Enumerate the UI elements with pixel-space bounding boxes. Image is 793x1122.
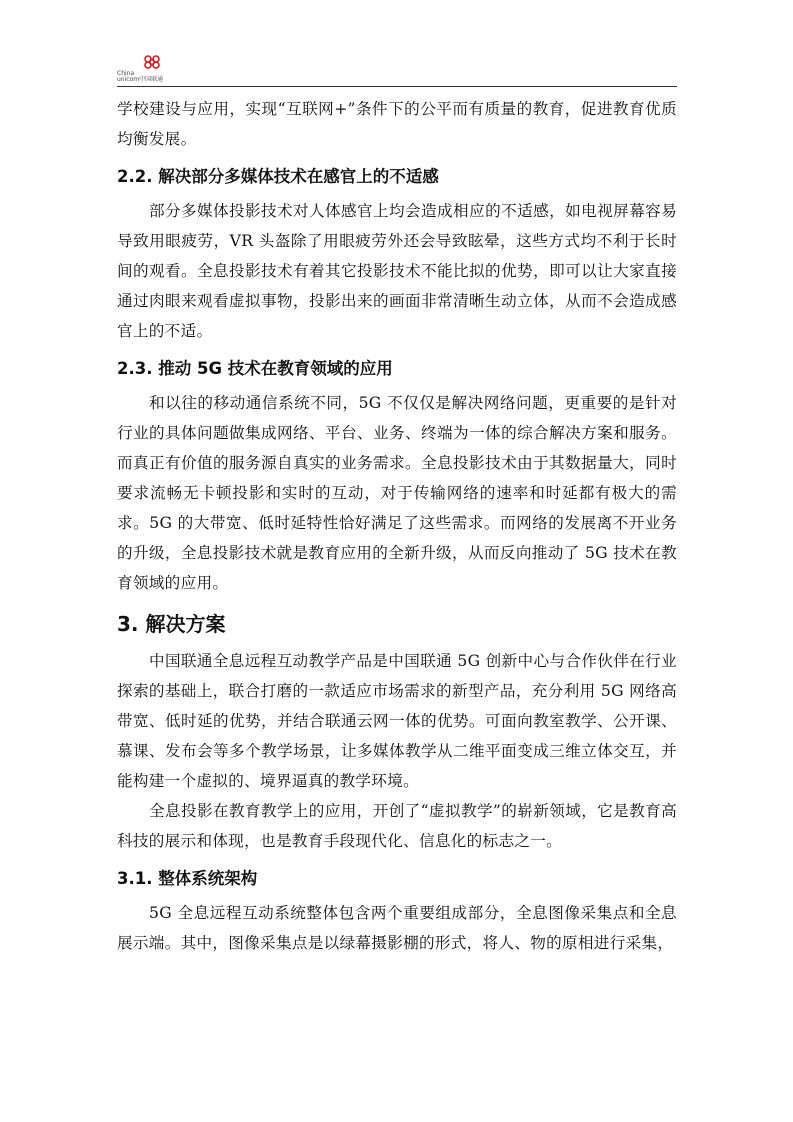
section-3-heading: 3. 解决方案 <box>117 612 226 636</box>
section-3-1-heading: 3.1. 整体系统架构 <box>117 869 258 888</box>
logo-wordmark <box>117 71 163 83</box>
section-3-1-paragraph: 5G 全息远程互动系统整体包含两个重要组成部分，全息图像采集点和全息展示端。其中，图像采集点是以绿幕摄影棚的形式，将人、物的原相进行采集， <box>117 904 677 952</box>
document-body <box>117 94 677 958</box>
section-2-3-heading: 2.3. 推动 5G 技术在教育领域的应用 <box>117 359 393 378</box>
china-unicom-logo <box>117 54 177 82</box>
section-2-3-paragraph: 和以往的移动通信系统不同，5G 不仅仅是解决网络问题，更重要的是针对行业的具体问题做集成网络、平台、业务、终端为一体的综合解决方案和服务。而真正有价值的服务源自真实的业务需求。全息投影技术由于其数据量大，同时要求流畅无卡顿投影和实时的互动，对于传输网络的速率和时延都有极大的需求。5G 的大带宽、低时延特性恰好满足了这些需求。而网络的发展离不开业务的升级，全息投影技术就是教育应用的全新升级，从而反向推动了 5G 技术在教育领域的应用。 <box>117 394 677 592</box>
continued-paragraph: 学校建设与应用，实现“互联网+”条件下的公平而有质量的教育，促进教育优质均衡发展。 <box>117 100 677 148</box>
section-3-paragraph-2: 全息投影在教育教学上的应用，开创了“虚拟教学”的崭新领域，它是教育高科技的展示和体现，也是教育手段现代化、信息化的标志之一。 <box>117 802 677 850</box>
logo-text-line-2: unicom中国联通 <box>117 76 164 83</box>
section-2-2-paragraph: 部分多媒体投影技术对人体感官上均会造成相应的不适感，如电视屏幕容易导致用眼疲劳，VR 头盔除了用眼疲劳外还会导致眩晕，这些方式均不利于长时间的观看。全息投影技术有着其它投影技术不能比拟的优势，即可以让大家直接通过肉眼来观看虚拟事物，投影出来的画面非常清晰生动立体，从而不会造成感官上的不适。 <box>117 202 677 340</box>
page-header <box>117 50 677 87</box>
section-2-2-heading: 2.2. 解决部分多媒体技术在感官上的不适感 <box>117 167 439 186</box>
logo-text-line-1: China <box>117 70 135 77</box>
section-3-paragraph-1: 中国联通全息远程互动教学产品是中国联通 5G 创新中心与合作伙伴在行业探索的基础上，联合打磨的一款适应市场需求的新型产品，充分利用 5G 网络高带宽、低时延的优势，并结合联通云网一体的优势。可面向教室教学、公开课、慕课、发布会等多个教学场景，让多媒体教学从二维平面变成三维立体交互，并能构建一个虚拟的、境界逼真的教学环境。 <box>117 652 677 790</box>
unicom-knot-icon <box>141 54 163 70</box>
